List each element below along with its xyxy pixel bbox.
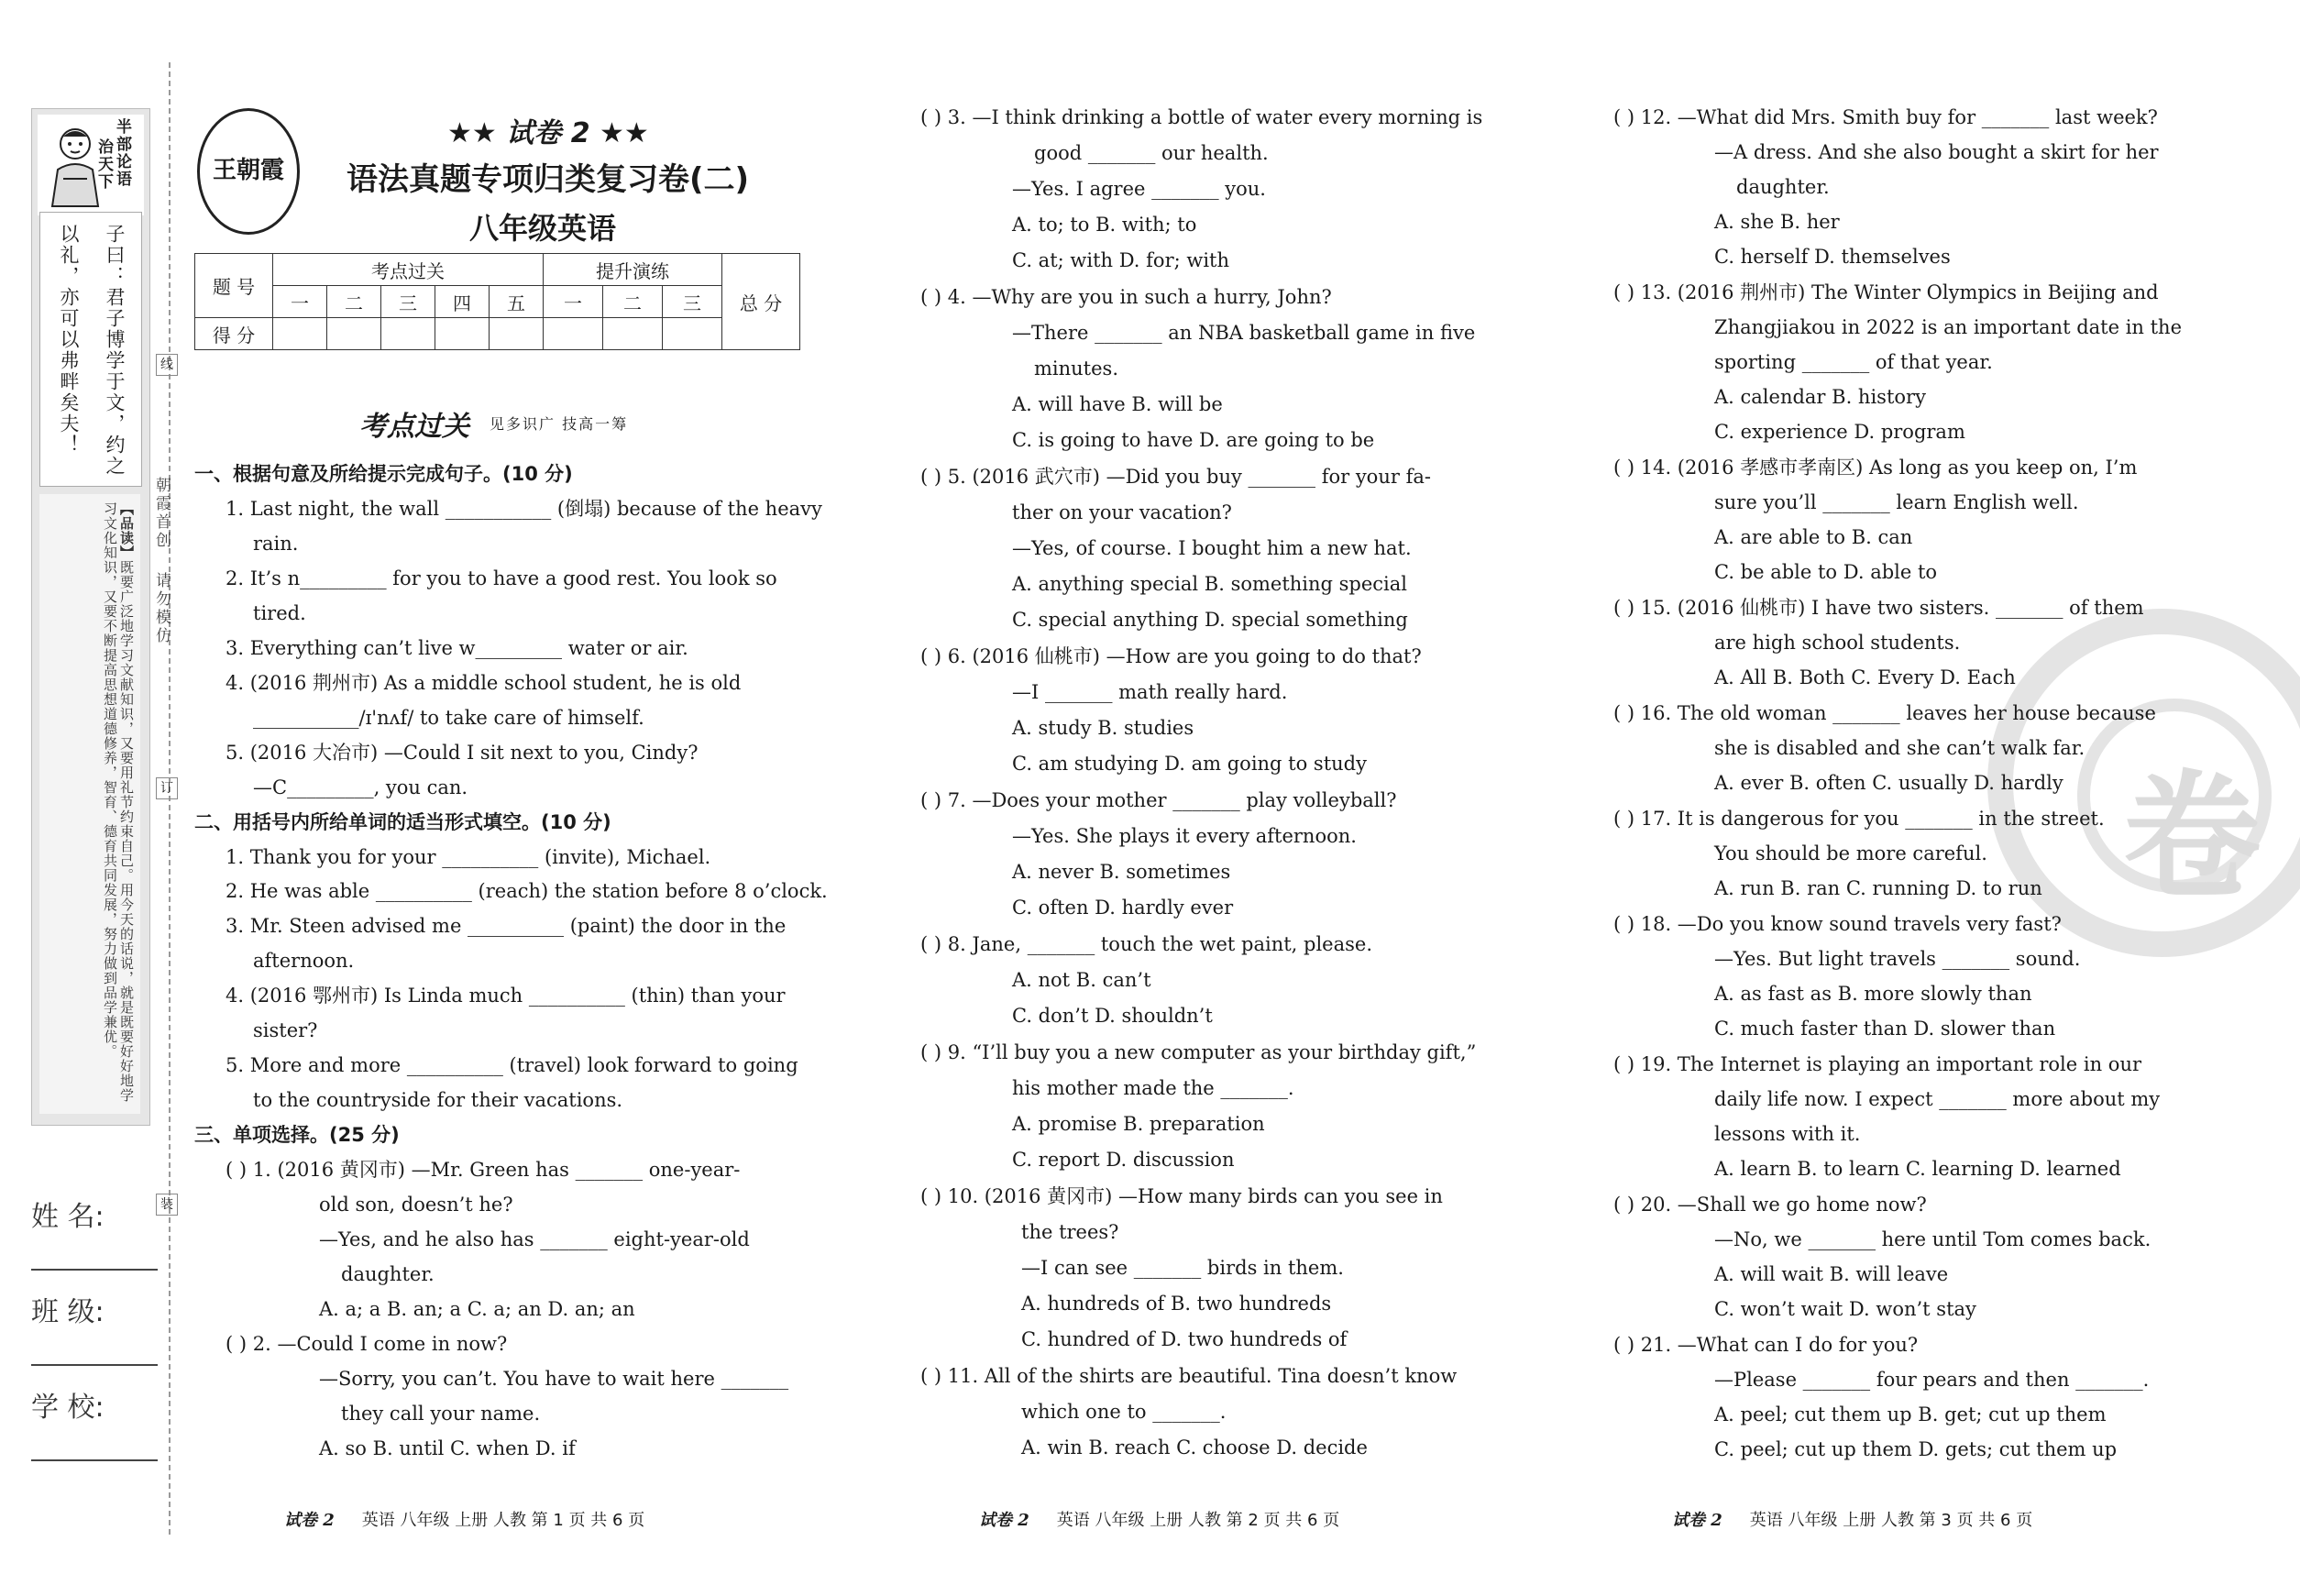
question-line: —There _______ an NBA basketball game in five [1012,322,1476,344]
question-line: Zhangjiakou in 2022 is an important date in the [1714,316,2183,338]
question-line: sister? [253,1019,318,1041]
question-line: A. not B. can’t [1012,969,1151,991]
question-line: to the countryside for their vacations. [253,1089,623,1111]
question-line: 2. It’s n_________ for you to have a good rest. You look so [226,567,777,589]
question-line: good _______ our health. [1034,142,1269,164]
question-line: ( ) 21. —What can I do for you? [1613,1334,1919,1356]
score-cell[interactable] [435,318,490,350]
question-line: —No, we _______ here until Tom comes back. [1714,1228,2151,1250]
class-line[interactable] [31,1364,158,1366]
question-line: A. promise B. preparation [1012,1113,1265,1135]
question-line: —Sorry, you can’t. You have to wait here _______ [319,1368,789,1390]
question-line: A. learn B. to learn C. learning D. learned [1714,1158,2121,1180]
score-cell[interactable] [663,318,722,350]
col-header: 二 [603,286,663,318]
question-line: —A dress. And she also bought a skirt for her [1714,141,2159,163]
page-footer [1672,1507,2032,1531]
question-line: ( ) 4. —Why are you in such a hurry, John? [920,286,1332,308]
question-line: A. as fast as B. more slowly than [1714,983,2032,1005]
strip-header [38,115,144,215]
section-heading: 二、用括号内所给单词的适当形式填空。(10 分) [194,811,611,833]
question-line: C. be able to D. able to [1714,561,1938,583]
question-line: daily life now. I expect _______ more about my [1714,1088,2161,1110]
question-line: ( ) 11. All of the shirts are beautiful. Tina doesn’t know [920,1365,1458,1387]
side-note-2: 请勿模仿 [152,572,171,645]
quote-box [39,212,142,487]
col-header: 一 [273,286,327,318]
question-line: A. run B. ran C. running D. to run [1714,877,2042,899]
footer-series: 试卷 2 [1672,1511,1722,1530]
row-label: 题 号 [195,254,273,318]
question-line: 3. Everything can’t live w_________ water or air. [226,637,688,659]
question-line: minutes. [1034,358,1118,380]
question-line: —Yes. I agree _______ you. [1012,178,1266,200]
section-heading: 三、单项选择。(25 分) [194,1124,400,1146]
question-line: daughter. [1736,176,1830,198]
side-note-1: 朝霞首创 [152,477,171,550]
question-line: C. am studying D. am going to study [1012,753,1367,775]
question-line: —Please _______ four pears and then _______. [1714,1369,2150,1391]
class-label: 班 级: [31,1296,105,1328]
question-line: A. peel; cut them up B. get; cut up them [1714,1403,2107,1425]
series-title: ★★ 试卷 2 ★★ [447,117,649,149]
question-line: C. hundred of D. two hundreds of [1021,1328,1348,1350]
school-line[interactable] [31,1459,158,1461]
footer-text: 英语 八年级 上册 人教 第 3 页 共 6 页 [1749,1511,2033,1530]
question-line: C. won’t wait D. won’t stay [1714,1298,1976,1320]
score-cell[interactable] [490,318,544,350]
question-line: ( ) 5. (2016 武穴市) —Did you buy _______ for your fa- [920,466,1431,488]
question-line: ( ) 6. (2016 仙桃市) —How are you going to do that? [920,645,1422,667]
question-line: ( ) 16. The old woman _______ leaves her house because [1613,702,2156,724]
question-line: ( ) 17. It is dangerous for you _______ in the street. [1613,808,2105,830]
question-line: which one to _______. [1021,1401,1227,1423]
question-line: old son, doesn’t he? [319,1194,513,1216]
question-line: —Yes. She plays it every afternoon. [1012,825,1357,847]
star-icon: ★★ [447,117,497,149]
col-header: 三 [381,286,435,318]
score-table [194,253,800,350]
question-line: ( ) 1. (2016 黄冈市) —Mr. Green has _______ one-year- [226,1159,741,1181]
question-line: A. will have B. will be [1012,393,1223,415]
question-line: ( ) 9. “I’ll buy you a new computer as your birthday gift,” [920,1041,1477,1063]
question-line: —Yes. But light travels _______ sound. [1714,948,2081,970]
section-banner: 考点过关 [359,411,469,443]
question-line: A. are able to B. can [1714,526,1913,548]
question-line: C. often D. hardly ever [1012,897,1234,919]
watermark-text: 卷 [2123,758,2261,918]
question-line: afternoon. [253,950,355,972]
seal-zhuang: 装 [156,1194,178,1216]
question-line: A. so B. until C. when D. if [319,1437,576,1459]
col-header: 一 [544,286,603,318]
question-line: C. is going to have D. are going to be [1012,429,1375,451]
group-header-2: 提升演练 [544,254,722,286]
strip-top-col-a: 半部论语 [113,118,131,188]
page-footer [284,1507,644,1531]
page-subtitle: 八年级英语 [469,211,617,246]
row-label: 得 分 [195,318,273,350]
score-cell[interactable] [381,318,435,350]
star-icon: ★★ [600,117,649,149]
question-line: A. study B. studies [1012,717,1194,739]
pindu-box [39,494,140,1114]
question-line: 1. Last night, the wall ___________ (倒塌) because of the heavy [226,498,822,520]
col-header: 三 [663,286,722,318]
question-line: 4. (2016 荆州市) As a middle school student, he is old [226,672,742,694]
score-cell[interactable] [327,318,381,350]
pindu-label: 【品读】 [118,501,135,560]
question-line: she is disabled and she can’t walk far. [1714,737,2085,759]
question-line: —I can see _______ birds in them. [1021,1257,1344,1279]
left-strip [31,108,150,1126]
col-header: 五 [490,286,544,318]
question-line: C. don’t D. shouldn’t [1012,1005,1213,1027]
question-line: the trees? [1021,1221,1119,1243]
question-line: 4. (2016 鄂州市) Is Linda much __________ (thin) than your [226,985,786,1007]
question-line: C. much faster than D. slower than [1714,1018,2056,1040]
question-line: they call your name. [341,1403,541,1425]
question-line: A. never B. sometimes [1012,861,1231,883]
question-line: A. hundreds of B. two hundreds [1021,1293,1332,1315]
question-line: ( ) 7. —Does your mother _______ play volleyball? [920,789,1397,811]
quote-col-2: 以礼，亦可以弗畔矣夫！ [58,224,80,456]
col-header: 二 [327,286,381,318]
question-line: 5. (2016 大冶市) —Could I sit next to you, Cindy? [226,742,699,764]
question-line: lessons with it. [1714,1123,1861,1145]
question-line: ( ) 14. (2016 孝感市孝南区) As long as you keep on, I’m [1613,457,2138,479]
question-line: ( ) 18. —Do you know sound travels very fast? [1613,913,2062,935]
question-line: C. special anything D. special something [1012,609,1408,631]
footer-text: 英语 八年级 上册 人教 第 1 页 共 6 页 [361,1511,645,1530]
question-line: are high school students. [1714,632,1961,654]
col-header: 四 [435,286,490,318]
question-line: tired. [253,602,306,624]
footer-text: 英语 八年级 上册 人教 第 2 页 共 6 页 [1056,1511,1340,1530]
footer-series: 试卷 2 [979,1511,1029,1530]
question-line: ( ) 10. (2016 黄冈市) —How many birds can you see in [920,1185,1443,1207]
question-line: A. will wait B. will leave [1714,1263,1949,1285]
total-header: 总 分 [722,254,800,350]
score-cell[interactable] [544,318,603,350]
question-line: —Yes, and he also has _______ eight-year-old [319,1228,750,1250]
footer-series: 试卷 2 [284,1511,335,1530]
section-slogan: 见多识广 技高一筹 [490,415,629,433]
question-line: A. a; a B. an; a C. a; an D. an; an [319,1298,635,1320]
question-line: —I _______ math really hard. [1012,681,1288,703]
question-line: rain. [253,533,299,555]
quote-col-1: 子曰：君子博学于文，约之 [104,224,126,477]
pindu-text: 【品读】既要广泛地学习文献知识，又要用礼节约束自己。用今天的话说，就是既要好好地学习文化知识，又要不断提高思想道德修养，智育、德育共同发展，努力做到品学兼优。 [102,501,135,1103]
question-line: ( ) 2. —Could I come in now? [226,1333,508,1355]
question-line: A. ever B. often C. usually D. hardly [1714,772,2063,794]
question-line: 2. He was able __________ (reach) the station before 8 o’clock. [226,880,828,902]
question-line: C. herself D. themselves [1714,246,1951,268]
score-cell[interactable] [273,318,327,350]
question-line: ( ) 12. —What did Mrs. Smith buy for _______ last week? [1613,106,2158,128]
question-line: daughter. [341,1263,435,1285]
question-line: ( ) 13. (2016 荆州市) The Winter Olympics in Beijing and [1613,281,2159,303]
logo-text: 王朝霞 [212,157,284,184]
question-line: A. win B. reach C. choose D. decide [1021,1436,1368,1458]
question-line: sporting _______ of that year. [1714,351,1993,373]
question-line: ther on your vacation? [1012,501,1232,523]
question-line: —Yes, of course. I bought him a new hat. [1012,537,1412,559]
question-line: —C_________, you can. [253,776,468,798]
question-line: A. anything special B. something special [1012,573,1408,595]
question-line: A. All B. Both C. Every D. Each [1714,666,2016,688]
page-footer [979,1507,1339,1531]
school-label: 学 校: [31,1392,105,1424]
question-line: ___________/ɪ'nʌf/ to take care of himself. [253,707,644,729]
question-line: ( ) 19. The Internet is playing an important role in our [1613,1053,2142,1075]
question-line: ( ) 8. Jane, _______ touch the wet paint, please. [920,933,1372,955]
question-line: A. to; to B. with; to [1012,214,1197,236]
question-line: A. calendar B. history [1714,386,1926,408]
section-heading: 一、根据句意及所给提示完成句子。(10 分) [194,463,573,485]
name-line[interactable] [31,1269,158,1271]
question-line: A. she B. her [1714,211,1840,233]
score-cell[interactable] [603,318,663,350]
question-line: You should be more careful. [1714,842,1987,864]
question-line: ( ) 3. —I think drinking a bottle of water every morning is [920,106,1483,128]
question-line: C. report D. discussion [1012,1149,1235,1171]
group-header-1: 考点过关 [273,254,544,286]
brand-logo [197,108,300,235]
question-line: 1. Thank you for your __________ (invite), Michael. [226,846,711,868]
question-line: ( ) 15. (2016 仙桃市) I have two sisters. _______ of them [1613,597,2144,619]
seal-ding: 订 [156,777,178,799]
name-label: 姓 名: [31,1201,105,1233]
question-line: 5. More and more __________ (travel) look forward to going [226,1054,798,1076]
question-line: his mother made the _______. [1012,1077,1294,1099]
question-line: 3. Mr. Steen advised me __________ (paint) the door in the [226,915,787,937]
question-line: ( ) 20. —Shall we go home now? [1613,1194,1927,1216]
question-line: C. experience D. program [1714,421,1965,443]
question-line: C. at; with D. for; with [1012,249,1230,271]
page-title: 语法真题专项归类复习卷(二) [347,161,750,198]
seal-xian: 线 [156,354,178,376]
question-line: sure you’ll _______ learn English well. [1714,491,2079,513]
question-line: C. peel; cut up them D. gets; cut them up [1714,1438,2118,1460]
strip-top-col-b: 治天下 [94,138,113,191]
